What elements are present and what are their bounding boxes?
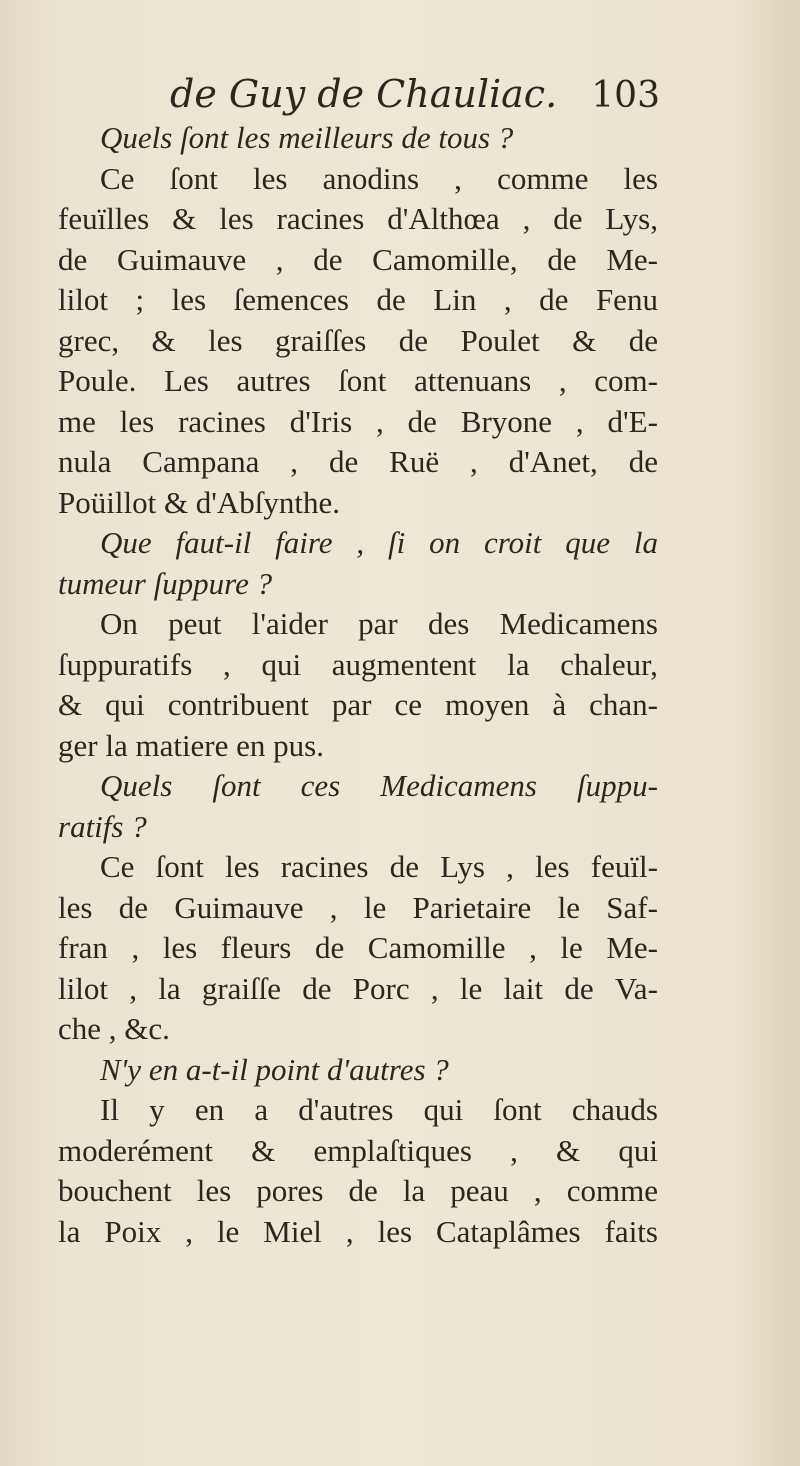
text-line: lilot , la graiſſe de Porc , le lait de Va-: [58, 970, 658, 1006]
text-line: moderément & emplaſtiques , & qui: [58, 1132, 658, 1168]
text-line: Poule. Les autres ſont attenuans , com-: [58, 363, 658, 398]
text-line: les de Guimauve , le Parietaire le Saf-: [58, 889, 658, 925]
question-line: N'y en a-t-il point d'autres ?: [100, 1051, 449, 1087]
text-line: & qui contribuent par ce moyen à chan-: [58, 687, 658, 722]
text-line: ſuppuratifs , qui augmentent la chaleur,: [58, 646, 658, 682]
text-line: Ce ſont les racines de Lys , les feuïl-: [100, 849, 658, 884]
text-line: fran , les fleurs de Camomille , le Me-: [58, 930, 658, 965]
question-line: tumeur ſuppure ?: [58, 565, 273, 601]
text-line: Ce ſont les anodins , comme les: [100, 160, 658, 196]
text-line: che , &c.: [58, 1011, 170, 1046]
question-line: Quels ſont les meilleurs de tous ?: [100, 120, 514, 155]
text-line: ger la matiere en pus.: [58, 727, 324, 763]
text-line: feuïlles & les racines d'Althœa , de Lys,: [58, 201, 658, 236]
question-line: Que faut-il faire , ſi on croit que la: [100, 525, 658, 560]
text-line: Poüillot & d'Abſynthe.: [58, 484, 341, 520]
text-line: me les racines d'Iris , de Bryone , d'E-: [58, 403, 658, 439]
body-text: [58, 118, 658, 1252]
running-title: de Guy de Chauliac.: [170, 72, 558, 116]
text-line: lilot ; les ſemences de Lin , de Fenu: [58, 282, 658, 317]
text-line: Il y en a d'autres qui ſont chauds: [100, 1092, 658, 1127]
text-line: la Poix , le Miel , les Cataplâmes faits: [58, 1213, 658, 1249]
page-number: 103: [591, 75, 660, 116]
text-line: de Guimauve , de Camomille, de Me-: [58, 241, 658, 277]
text-line: bouchent les pores de la peau , comme: [58, 1173, 658, 1208]
page-header: [170, 72, 660, 116]
text-line: grec, & les graiſſes de Poulet & de: [58, 322, 658, 358]
question-line: Quels ſont ces Medicamens ſuppu-: [100, 768, 658, 803]
text-line: On peut l'aider par des Medicamens: [100, 606, 658, 641]
question-line: ratifs ?: [58, 808, 147, 844]
text-line: nula Campana , de Ruë , d'Anet, de: [58, 444, 658, 479]
